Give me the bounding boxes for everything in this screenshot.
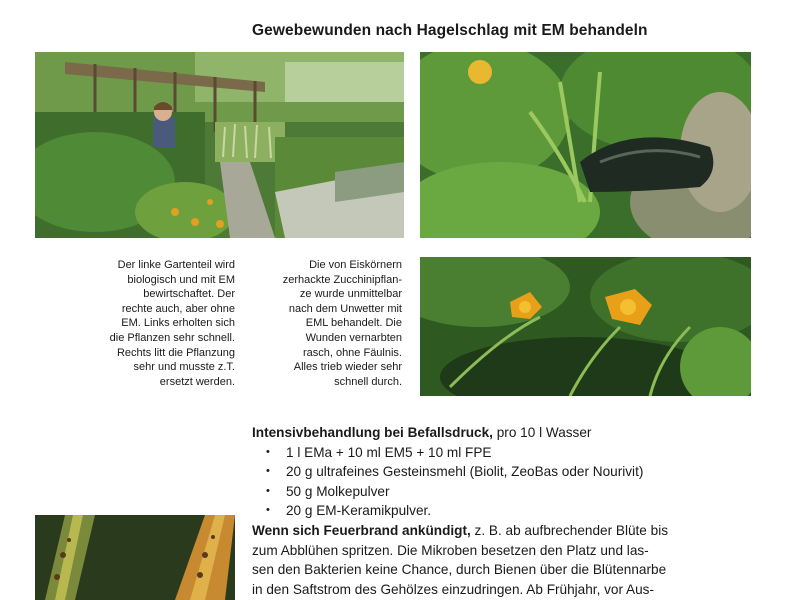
caption-line: sehr und musste z.T. (133, 361, 235, 374)
caption-line: Alles trieb wieder sehr (293, 361, 402, 374)
leaf-disease-photo (35, 515, 235, 600)
paragraph-line: sen den Bakterien keine Chance, durch Bienen über die Blütennarbe (252, 562, 667, 578)
caption-line: ersetzt werden. (159, 375, 235, 388)
caption-garden (60, 258, 235, 389)
garden-photo (35, 52, 404, 238)
caption-line: Wunden vernarbten (305, 331, 402, 344)
ingredient-list (252, 443, 752, 521)
zucchini-photo (420, 52, 751, 238)
paragraph-line: in den Saftstrom des Gehölzes einzudringen. Ab Frühjahr, vor Aus- (252, 581, 654, 597)
list-item: • 50 g Molkepulver (266, 482, 752, 502)
caption-line: zerhackte Zucchinipflan- (282, 273, 402, 286)
caption-line: Rechts litt die Pflanzung (116, 346, 235, 359)
caption-line: rechte auch, aber ohne (121, 302, 235, 315)
caption-line: schnell durch. (334, 375, 402, 388)
list-item: • 1 l EMa + 10 ml EM5 + 10 ml FPE (266, 443, 752, 463)
caption-line: Die von Eiskörnern (309, 259, 402, 271)
caption-line: rasch, ohne Fäulnis. (302, 346, 402, 359)
caption-line: EML behandelt. Die (305, 317, 402, 330)
intensiv-rest: pro 10 l Wasser (492, 425, 592, 440)
list-item: • 20 g ultrafeines Gesteinsmehl (Biolit, ZeoBas oder Nourivit) (266, 462, 752, 482)
intensiv-bold: Intensivbehandlung bei Befallsdruck, (252, 425, 493, 440)
caption-line: bewirtschaftet. Der (143, 288, 235, 301)
feuerbrand-bold: Wenn sich Feuerbrand ankündigt, (252, 522, 471, 538)
caption-line: die Pflanzen sehr schnell. (109, 331, 235, 344)
caption-line: EM. Links erholten sich (121, 317, 235, 330)
zucchini-flowers-photo (420, 257, 751, 396)
caption-line: Der linke Gartenteil wird (117, 259, 235, 271)
intensiv-heading (252, 423, 752, 443)
page-heading: Gewebewunden nach Hagelschlag mit EM behandeln (252, 22, 648, 39)
list-item: • 20 g EM-Keramikpulver. (266, 501, 752, 521)
feuerbrand-rest: z. B. ab aufbrechender Blüte bis (470, 522, 669, 538)
caption-line: ze wurde unmittelbar (299, 288, 402, 301)
feuerbrand-line (252, 521, 752, 541)
caption-line: nach dem Unwetter mit (288, 302, 402, 315)
body-text (252, 423, 752, 599)
caption-zucchini (250, 258, 402, 389)
caption-line: biologisch und mit EM (127, 273, 235, 286)
paragraph-line: zum Abblühen spritzen. Die Mikroben besetzen den Platz und las- (252, 542, 649, 558)
